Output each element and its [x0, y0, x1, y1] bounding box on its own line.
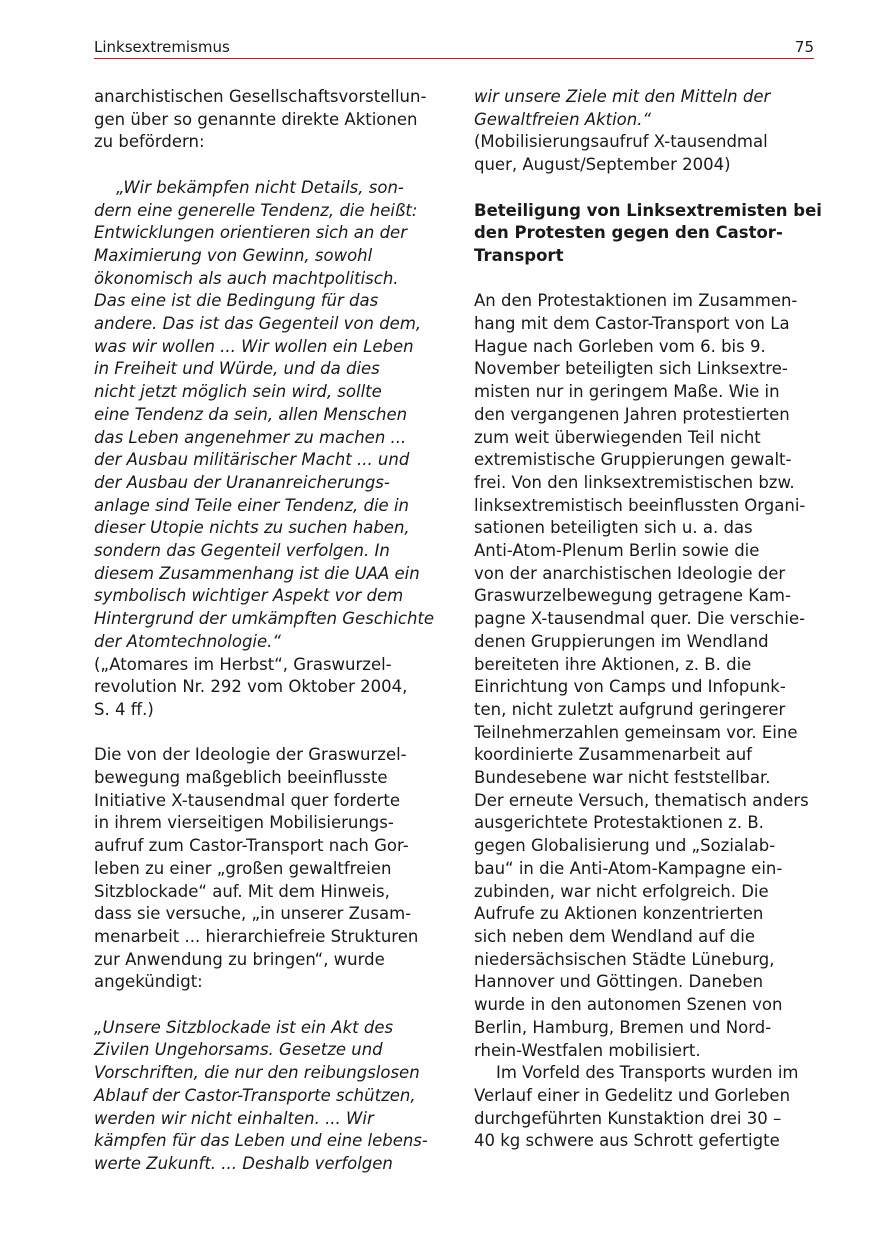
text-line: November beteiligten sich Linksextre-: [474, 359, 788, 379]
text-line: von der anarchistischen Ideologie der: [474, 563, 786, 583]
quote-graswurzelrevolution: [94, 177, 438, 654]
text-line: Im Vorfeld des Transports wurden im: [496, 1063, 799, 1083]
text-line: Entwicklungen orientieren sich an der: [94, 223, 407, 243]
text-line: in ihrem vierseitigen Mobilisierungs-: [94, 813, 394, 833]
text-line: werte Zukunft. ... Deshalb verfolgen: [94, 1154, 393, 1173]
text-line: An den Protestaktionen im Zusammen-: [474, 291, 798, 311]
quote-sitzblockade: [94, 1017, 438, 1176]
text-line: symbolisch wichtiger Aspekt vor dem: [94, 586, 404, 606]
text-line: Verlauf einer in Gedelitz und Gorleben: [474, 1085, 791, 1105]
text-line: Graswurzelbewegung getragene Kam-: [474, 586, 791, 606]
text-line: dieser Utopie nichts zu suchen haben,: [94, 518, 410, 538]
text-line: durchgeführten Kunstaktion drei 30 –: [474, 1108, 782, 1128]
text-line: Vorschriften, die nur den reibungslosen: [94, 1063, 420, 1083]
text-line: zur Anwendung zu bringen“, wurde: [94, 949, 385, 969]
text-line: Zivilen Ungehorsams. Gesetze und: [94, 1040, 383, 1060]
text-line: sationen beteiligten sich u. a. das: [474, 518, 753, 538]
text-line: leben zu einer „großen gewaltfreien: [94, 858, 392, 878]
text-line: „Unsere Sitzblockade ist ein Akt des: [94, 1017, 394, 1037]
text-line: wurde in den autonomen Szenen von: [474, 995, 783, 1015]
text-line: in Freiheit und Würde, und da dies: [94, 359, 380, 379]
text-line: Initiative X-tausendmal quer forderte: [94, 790, 400, 810]
text-line: Einrichtung von Camps und Infopunk-: [474, 677, 786, 697]
text-line: bewegung maßgeblich beeinflusste: [94, 768, 388, 788]
text-line: 40 kg schwere aus Schrott gefertigte: [474, 1131, 780, 1151]
text-line: Aufrufe zu Aktionen konzentrierten: [474, 904, 764, 924]
text-line: Gewaltfreien Aktion.“: [474, 109, 652, 129]
text-line: den Protesten gegen den Castor-: [474, 223, 783, 243]
right-column: [474, 86, 822, 1153]
text-line: nicht jetzt möglich sein wird, sollte: [94, 382, 382, 402]
quote-sitzblockade-continued: [474, 86, 819, 131]
text-line: wir unsere Ziele mit den Mitteln der: [474, 87, 771, 106]
text-line: eine Tendenz da sein, allen Menschen: [94, 404, 408, 424]
paragraph-castor-protests: [474, 290, 819, 1062]
text-line: zu befördern:: [94, 132, 205, 152]
text-line: andere. Das ist das Gegenteil von dem,: [94, 314, 422, 334]
text-line: revolution Nr. 292 vom Oktober 2004,: [94, 677, 408, 697]
text-line: Hannover und Göttingen. Daneben: [474, 972, 764, 992]
text-line: Berlin, Hamburg, Bremen und Nord-: [474, 1017, 772, 1037]
text-line: zum weit überwiegenden Teil nicht: [474, 427, 761, 447]
text-line: hang mit dem Castor-Transport von La: [474, 314, 790, 333]
text-line: dass sie versuche, „in unserer Zusam-: [94, 904, 412, 924]
text-line: Der erneute Versuch, thematisch anders: [474, 790, 809, 810]
text-line: sich neben dem Wendland auf die: [474, 926, 755, 946]
page-number: 75: [794, 38, 814, 56]
text-line: dern eine generelle Tendenz, die heißt:: [94, 200, 418, 220]
text-line: angekündigt:: [94, 972, 203, 992]
paragraph-intro: [94, 86, 438, 154]
text-line: denen Gruppierungen im Wendland: [474, 631, 769, 651]
text-line: Maximierung von Gewinn, sowohl: [94, 245, 373, 265]
text-line: Das eine ist die Bedingung für das: [94, 291, 379, 311]
text-line: sondern das Gegenteil verfolgen. In: [94, 541, 390, 561]
text-line: misten nur in geringem Maße. Wie in: [474, 382, 780, 402]
text-line: bereiteten ihre Aktionen, z. B. die: [474, 654, 752, 674]
paragraph-kunstaktion: [474, 1062, 819, 1153]
text-line: Hintergrund der umkämpften Geschichte: [94, 609, 435, 629]
text-line: (Mobilisierungsaufruf X-tausendmal: [474, 132, 768, 152]
text-line: extremistische Gruppierungen gewalt-: [474, 450, 792, 470]
text-line: anarchistischen Gesellschaftsvorstellun-: [94, 87, 427, 106]
text-line: Ablauf der Castor-Transporte schützen,: [94, 1085, 416, 1105]
text-line: bau“ in die Anti-Atom-Kampagne ein-: [474, 858, 783, 878]
text-line: ausgerichtete Protestaktionen z. B.: [474, 813, 764, 833]
text-line: („Atomares im Herbst“, Graswurzel-: [94, 654, 392, 674]
text-line: anlage sind Teile einer Tendenz, die in: [94, 495, 409, 515]
text-line: Sitzblockade“ auf. Mit dem Hinweis,: [94, 881, 390, 901]
text-line: der Atomtechnologie.“: [94, 631, 281, 651]
text-line: ten, nicht zuletzt aufgrund geringerer: [474, 699, 786, 719]
quote-source-2: [474, 131, 819, 176]
text-line: aufruf zum Castor-Transport nach Gor-: [94, 836, 409, 856]
text-line: zubinden, war nicht erfolgreich. Die: [474, 881, 769, 901]
section-heading: [474, 200, 822, 268]
paragraph-x-tausendmal-quer: [94, 744, 438, 994]
text-line: Transport: [474, 245, 564, 265]
text-line: frei. Von den linksextremistischen bzw.: [474, 472, 795, 492]
text-line: das Leben angenehmer zu machen ...: [94, 427, 407, 447]
text-line: gen über so genannte direkte Aktionen: [94, 109, 418, 129]
text-line: diesem Zusammenhang ist die UAA ein: [94, 563, 420, 583]
text-line: ökonomisch als auch machtpolitisch.: [94, 268, 399, 288]
text-line: koordinierte Zusammenarbeit auf: [474, 745, 752, 765]
text-line: linksextremistisch beeinflussten Organi-: [474, 495, 806, 515]
text-line: den vergangenen Jahren protestierten: [474, 404, 790, 424]
text-line: Teilnehmerzahlen gemeinsam vor. Eine: [474, 722, 798, 742]
text-line: der Ausbau der Urananreicherungs-: [94, 472, 390, 492]
text-line: quer, August/September 2004): [474, 155, 731, 175]
text-line: rhein-Westfalen mobilisiert.: [474, 1040, 701, 1060]
text-line: kämpfen für das Leben und eine lebens-: [94, 1131, 428, 1151]
text-line: S. 4 ff.): [94, 699, 154, 719]
text-line: Hague nach Gorleben vom 6. bis 9.: [474, 336, 766, 356]
text-line: werden wir nicht einhalten. ... Wir: [94, 1108, 374, 1128]
text-line: „Wir bekämpfen nicht Details, son-: [116, 177, 404, 197]
text-line: was wir wollen ... Wir wollen ein Leben: [94, 336, 414, 356]
quote-source-1: [94, 654, 438, 722]
text-line: Bundesebene war nicht feststellbar.: [474, 768, 771, 788]
text-line: gegen Globalisierung und „Sozialab-: [474, 836, 776, 856]
running-header: [94, 36, 814, 59]
text-line: menarbeit ... hierarchiefreie Strukturen: [94, 926, 419, 946]
text-line: Anti-Atom-Plenum Berlin sowie die: [474, 541, 760, 561]
left-column: [94, 86, 438, 1176]
section-title: Linksextremismus: [94, 38, 230, 56]
text-line: der Ausbau militärischer Macht ... und: [94, 450, 410, 470]
text-line: Die von der Ideologie der Graswurzel-: [94, 745, 407, 765]
text-line: Beteiligung von Linksextremisten bei: [474, 200, 822, 220]
text-line: niedersächsischen Städte Lüneburg,: [474, 949, 775, 969]
text-line: pagne X-tausendmal quer. Die verschie-: [474, 609, 806, 629]
